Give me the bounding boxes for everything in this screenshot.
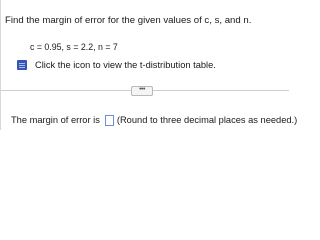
answer-input[interactable] <box>105 115 114 126</box>
answer-row <box>11 113 297 127</box>
answer-suffix: (Round to three decimal places as needed.) <box>116 115 298 125</box>
t-table-instruction: Click the icon to view the t-distribution table. <box>35 60 216 70</box>
given-values: c = 0.95, s = 2.2, n = 7 <box>30 42 118 52</box>
expand-more-button[interactable]: ••• <box>131 86 153 96</box>
question-prompt: Find the margin of error for the given values of c, s, and n. <box>5 15 252 26</box>
answer-prefix: The margin of error is <box>11 115 100 125</box>
table-icon[interactable] <box>17 60 27 70</box>
t-table-row <box>17 59 216 71</box>
